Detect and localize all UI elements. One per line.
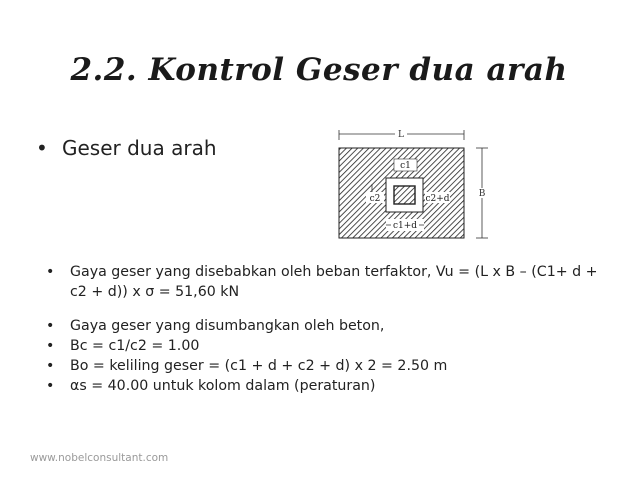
footing-diagram xyxy=(334,126,494,244)
main-bullet xyxy=(36,136,217,160)
bullet-text: Bc = c1/c2 = 1.00 xyxy=(70,338,200,354)
bullet-item xyxy=(46,262,616,302)
bullet-dot: • xyxy=(46,378,55,394)
column xyxy=(394,186,415,204)
slide-title: 2.2. Kontrol Geser dua arah xyxy=(70,52,568,88)
label-B: B xyxy=(478,189,486,199)
label-c1: c1 xyxy=(400,161,411,171)
bullet-item xyxy=(46,316,616,336)
footer-url: www.nobelconsultant.com xyxy=(30,452,169,464)
bullet-item xyxy=(46,376,616,396)
bullet-list xyxy=(46,262,616,396)
bullet-text: Gaya geser yang disebabkan oleh beban terfaktor, Vu = (L x B – (C1+ d + c2 + d)) x σ = 51,60 kN xyxy=(70,264,598,300)
label-c2-plus-d: c2+d xyxy=(425,194,450,204)
bullet-item xyxy=(46,356,616,376)
bullet-dot: • xyxy=(36,136,48,160)
bullet-item xyxy=(46,336,616,356)
bullet-dot: • xyxy=(46,358,55,374)
bullet-dot: • xyxy=(46,338,55,354)
label-c1-plus-d: c1+d xyxy=(392,221,418,231)
bullet-text: Bo = keliling geser = (c1 + d + c2 + d) x 2 = 2.50 m xyxy=(70,358,448,374)
label-L: L xyxy=(398,130,404,140)
bullet-text: αs = 40.00 untuk kolom dalam (peraturan) xyxy=(70,378,376,394)
label-c2: c2 xyxy=(369,194,381,204)
bullet-dot: • xyxy=(46,318,55,334)
main-bullet-text: Geser dua arah xyxy=(62,136,217,160)
bullet-dot: • xyxy=(46,264,55,280)
bullet-text: Gaya geser yang disumbangkan oleh beton, xyxy=(70,318,385,334)
